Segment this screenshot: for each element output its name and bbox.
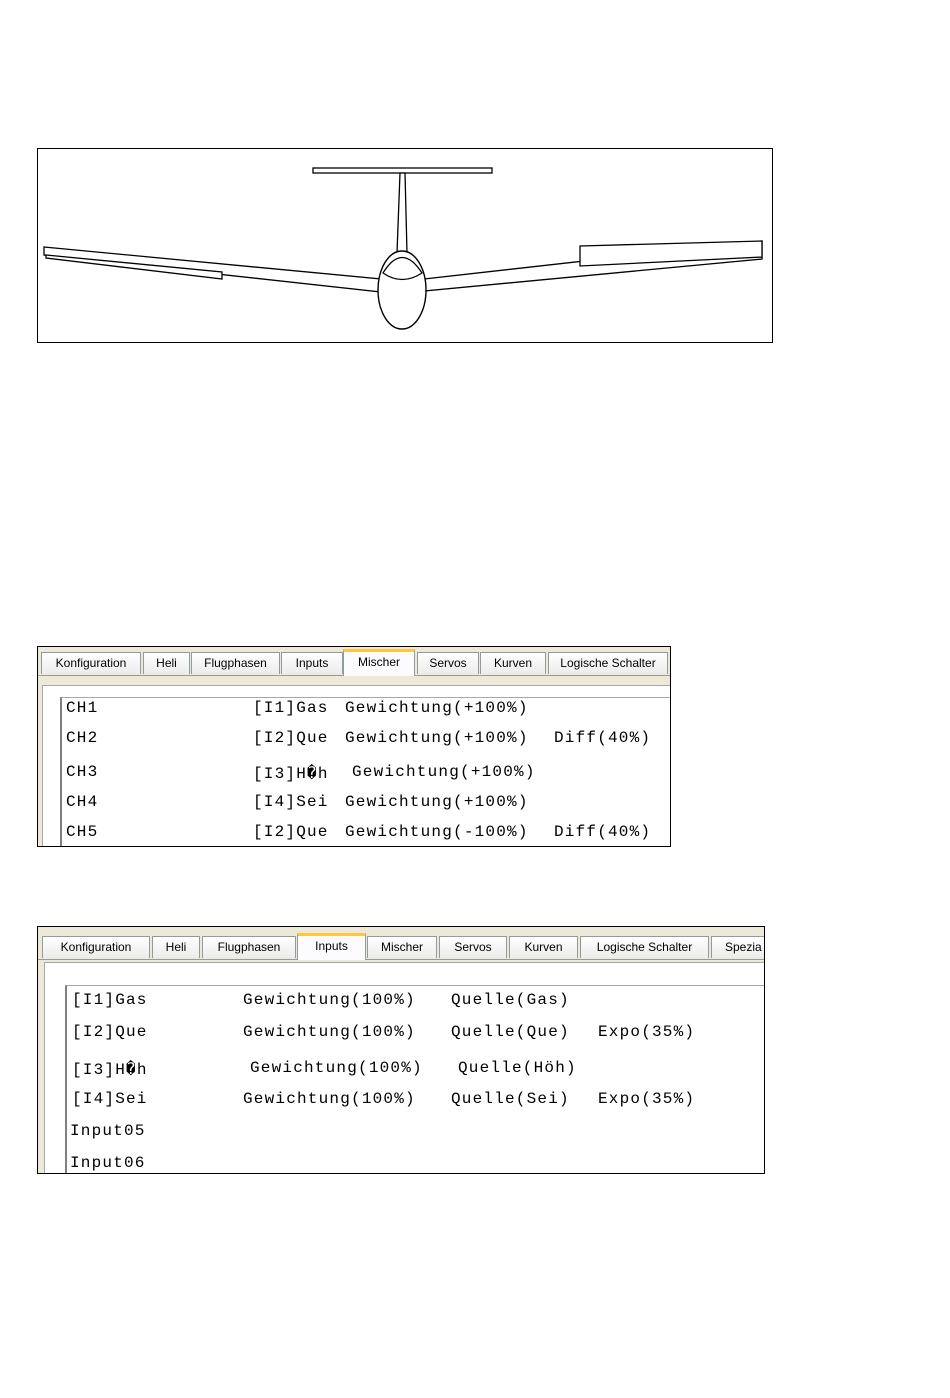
input-source: Quelle(Que) — [451, 1023, 570, 1041]
input-expo: Expo(35%) — [598, 1090, 696, 1108]
input-name: [I1]Gas — [72, 991, 148, 1009]
input-weight: Gewichtung(100%) — [243, 991, 416, 1009]
mixer-weight: Gewichtung(+100%) — [345, 699, 529, 717]
tab-mischer[interactable]: Mischer — [343, 649, 415, 676]
tab-kurven[interactable]: Kurven — [480, 652, 546, 674]
horizontal-stabilizer — [313, 168, 492, 173]
tab-bar — [38, 927, 764, 960]
mixer-input: [I4]Sei — [253, 793, 329, 811]
inputs-screenshot — [37, 926, 765, 1174]
mixer-weight: Gewichtung(+100%) — [345, 793, 529, 811]
tab-flugphasen[interactable]: Flugphasen — [202, 936, 296, 958]
tab-panel — [38, 960, 764, 1173]
channel-label: CH1 — [66, 699, 99, 717]
tab-logische-schalter[interactable]: Logische Schalter — [548, 652, 668, 674]
tab-heli[interactable]: Heli — [152, 936, 200, 958]
input-weight: Gewichtung(100%) — [243, 1090, 416, 1108]
tab-logische-schalter[interactable]: Logische Schalter — [580, 936, 709, 958]
tab-konfiguration[interactable]: Konfiguration — [41, 652, 141, 674]
input-weight: Gewichtung(100%) — [250, 1059, 423, 1077]
input-expo: Expo(35%) — [598, 1023, 696, 1041]
mixer-screenshot — [37, 646, 671, 847]
mixer-list — [60, 697, 670, 846]
input-name: Input05 — [70, 1122, 146, 1140]
glider-figure — [37, 148, 773, 343]
tab-servos[interactable]: Servos — [417, 652, 479, 674]
channel-label: CH2 — [66, 729, 99, 747]
tab-kurven[interactable]: Kurven — [509, 936, 578, 958]
tab-bar — [38, 647, 670, 676]
input-source: Quelle(Sei) — [451, 1090, 570, 1108]
input-weight: Gewichtung(100%) — [243, 1023, 416, 1041]
left-wing — [44, 247, 381, 292]
mixer-weight: Gewichtung(+100%) — [352, 763, 536, 781]
mixer-input: [I3]H�h — [253, 765, 329, 783]
input-name: [I2]Que — [72, 1023, 148, 1041]
tab-flugphasen[interactable]: Flugphasen — [191, 652, 280, 674]
input-name: Input06 — [70, 1154, 146, 1172]
tab-mischer[interactable]: Mischer — [367, 936, 437, 958]
input-source: Quelle(Höh) — [458, 1059, 577, 1077]
tab-inputs[interactable]: Inputs — [281, 652, 343, 674]
mixer-diff: Diff(40%) — [554, 823, 652, 841]
tab-inputs[interactable]: Inputs — [297, 933, 366, 960]
tab-spezial[interactable]: Spezia — [711, 936, 765, 958]
channel-label: CH5 — [66, 823, 99, 841]
input-name: [I4]Sei — [72, 1090, 148, 1108]
tab-konfiguration[interactable]: Konfiguration — [42, 936, 150, 958]
mixer-weight: Gewichtung(-100%) — [345, 823, 529, 841]
tab-panel — [38, 676, 670, 846]
tab-servos[interactable]: Servos — [439, 936, 507, 958]
glider-front-view-icon — [38, 149, 772, 342]
mixer-weight: Gewichtung(+100%) — [345, 729, 529, 747]
tab-heli[interactable]: Heli — [143, 652, 190, 674]
inputs-list — [65, 985, 764, 1173]
mixer-input: [I2]Que — [253, 729, 329, 747]
input-source: Quelle(Gas) — [451, 991, 570, 1009]
input-name: [I3]H�h — [72, 1061, 148, 1079]
channel-label: CH4 — [66, 793, 99, 811]
mixer-diff: Diff(40%) — [554, 729, 652, 747]
vertical-fin — [397, 173, 407, 253]
mixer-input: [I1]Gas — [253, 699, 329, 717]
mixer-input: [I2]Que — [253, 823, 329, 841]
channel-label: CH3 — [66, 763, 99, 781]
